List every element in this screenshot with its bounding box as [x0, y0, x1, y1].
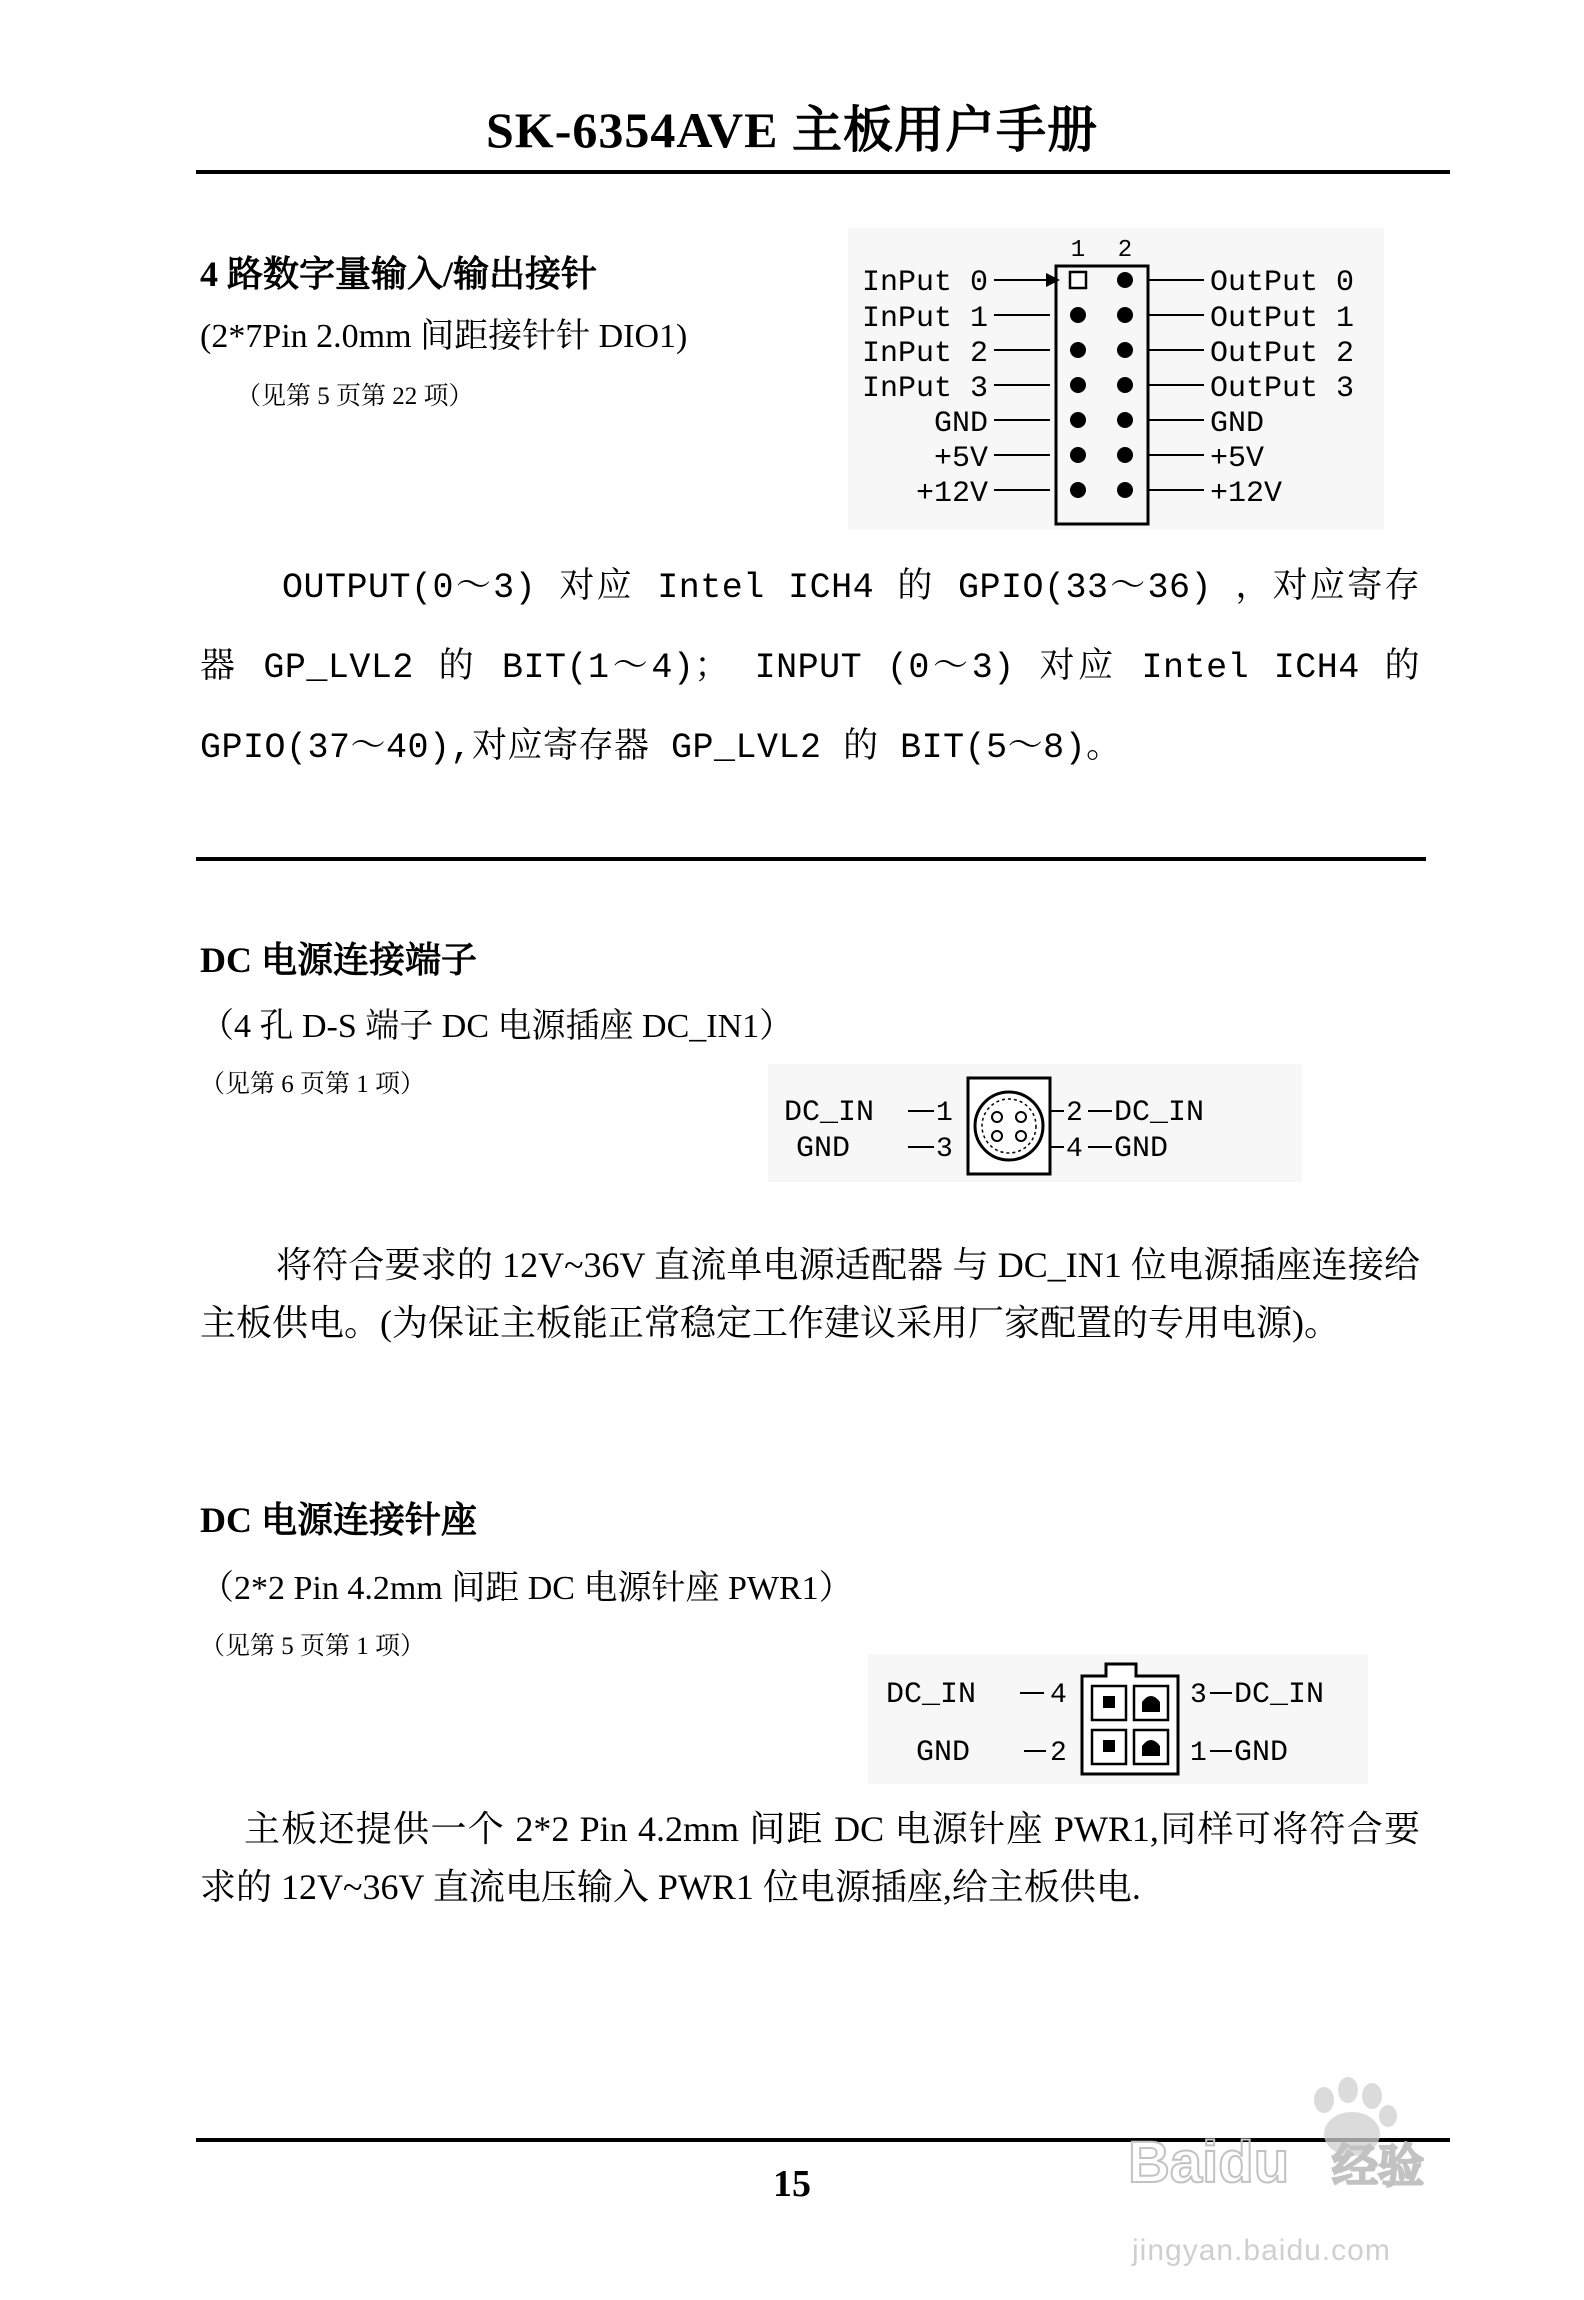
- pwr-left-label-2: GND: [916, 1736, 971, 1770]
- header-rule: [196, 170, 1450, 174]
- right-label-0: OutPut 0: [1210, 266, 1355, 300]
- pwr-right-label-2: GND: [1234, 1736, 1289, 1770]
- dcin-left-pin-3: 3: [936, 1134, 953, 1165]
- dcin-left-label-2: GND: [796, 1132, 851, 1166]
- pwr-left-label-1: DC_IN: [886, 1678, 977, 1712]
- dcin-right-pin-2: 2: [1066, 1098, 1083, 1129]
- pwr-ref: （见第 5 页第 1 项）: [200, 1633, 426, 1660]
- dio-desc-line-2: 器 GP_LVL2 的 BIT(1～4)； INPUT (0～3) 对应 Intel ICH4 的: [200, 648, 1420, 688]
- right-label-6: +12V: [1210, 477, 1283, 511]
- pwr-heading: DC 电源连接针座: [200, 1500, 477, 1540]
- dcin-right-label-2: GND: [1114, 1132, 1169, 1166]
- dio-desc-line-3: GPIO(37～40),对应寄存器 GP_LVL2 的 BIT(5～8)。: [200, 728, 1122, 768]
- section-divider: [196, 857, 1426, 861]
- baidu-jingyan-watermark: [1120, 2060, 1520, 2280]
- left-label-4: GND: [933, 407, 988, 441]
- dcin-left-label-1: DC_IN: [784, 1096, 875, 1130]
- dcin-left-pin-1: 1: [936, 1098, 953, 1129]
- page-title: SK-6354AVE 主板用户手册: [486, 102, 1098, 158]
- pwr-left-pin-4: 4: [1050, 1680, 1067, 1711]
- page-number: 15: [773, 2163, 811, 2205]
- dc-in1-connector-diagram: [768, 1064, 1302, 1182]
- left-label-5: +5V: [933, 442, 988, 476]
- right-label-2: OutPut 2: [1210, 337, 1355, 371]
- dio-heading: 4 路数字量输入/输出接针: [200, 254, 598, 294]
- right-label-4: GND: [1210, 407, 1265, 441]
- left-label-1: InPut 1: [861, 302, 988, 336]
- pwr-left-pin-2: 2: [1050, 1738, 1067, 1769]
- left-label-2: InPut 2: [861, 337, 988, 371]
- dcin-description: 将符合要求的 12V~36V 直流单电源适配器 与 DC_IN1 位电源插座连接给主板供电。(为保证主板能正常稳定工作建议采用厂家配置的专用电源)。: [200, 1245, 1420, 1343]
- right-label-5: +5V: [1210, 442, 1265, 476]
- pwr-description: 主板还提供一个 2*2 Pin 4.2mm 间距 DC 电源针座 PWR1,同样可将符合要求的 12V~36V 直流电压输入 PWR1 位电源插座,给主板供电.: [200, 1809, 1420, 1907]
- dcin-spec: （4 孔 D-S 端子 DC 电源插座 DC_IN1）: [200, 1008, 794, 1045]
- dio-spec: (2*7Pin 2.0mm 间距接针针 DIO1): [200, 318, 688, 355]
- dcin-heading: DC 电源连接端子: [200, 940, 477, 980]
- dio-desc-line-1: OUTPUT(0～3) 对应 Intel ICH4 的 GPIO(33～36) ，对应寄存: [282, 568, 1420, 608]
- dcin-right-pin-4: 4: [1066, 1134, 1083, 1165]
- watermark-product: 经验: [1332, 2140, 1424, 2192]
- dio1-pin-diagram: [848, 228, 1384, 530]
- dcin-ref: （见第 6 页第 1 项）: [200, 1071, 426, 1098]
- pwr-spec: （2*2 Pin 4.2mm 间距 DC 电源针座 PWR1）: [200, 1570, 853, 1607]
- pin-col-2: 2: [1117, 237, 1133, 264]
- dio-ref: （见第 5 页第 22 项）: [236, 383, 474, 410]
- watermark-brand: Baidu: [1128, 2130, 1290, 2195]
- dio-description: [200, 548, 1420, 788]
- left-label-3: InPut 3: [861, 372, 988, 406]
- pwr-right-pin-1: 1: [1190, 1738, 1207, 1769]
- left-label-6: +12V: [915, 477, 988, 511]
- pwr-right-label-1: DC_IN: [1234, 1678, 1325, 1712]
- right-label-3: OutPut 3: [1210, 372, 1355, 406]
- pin-col-1: 1: [1070, 237, 1086, 264]
- left-label-0: InPut 0: [861, 266, 988, 300]
- dcin-right-label-1: DC_IN: [1114, 1096, 1205, 1130]
- right-label-1: OutPut 1: [1210, 302, 1355, 336]
- pwr-right-pin-3: 3: [1190, 1680, 1207, 1711]
- pwr1-connector-diagram: [868, 1654, 1368, 1784]
- watermark-url: jingyan.baidu.com: [1132, 2234, 1391, 2267]
- pin-1-square: [1070, 272, 1086, 288]
